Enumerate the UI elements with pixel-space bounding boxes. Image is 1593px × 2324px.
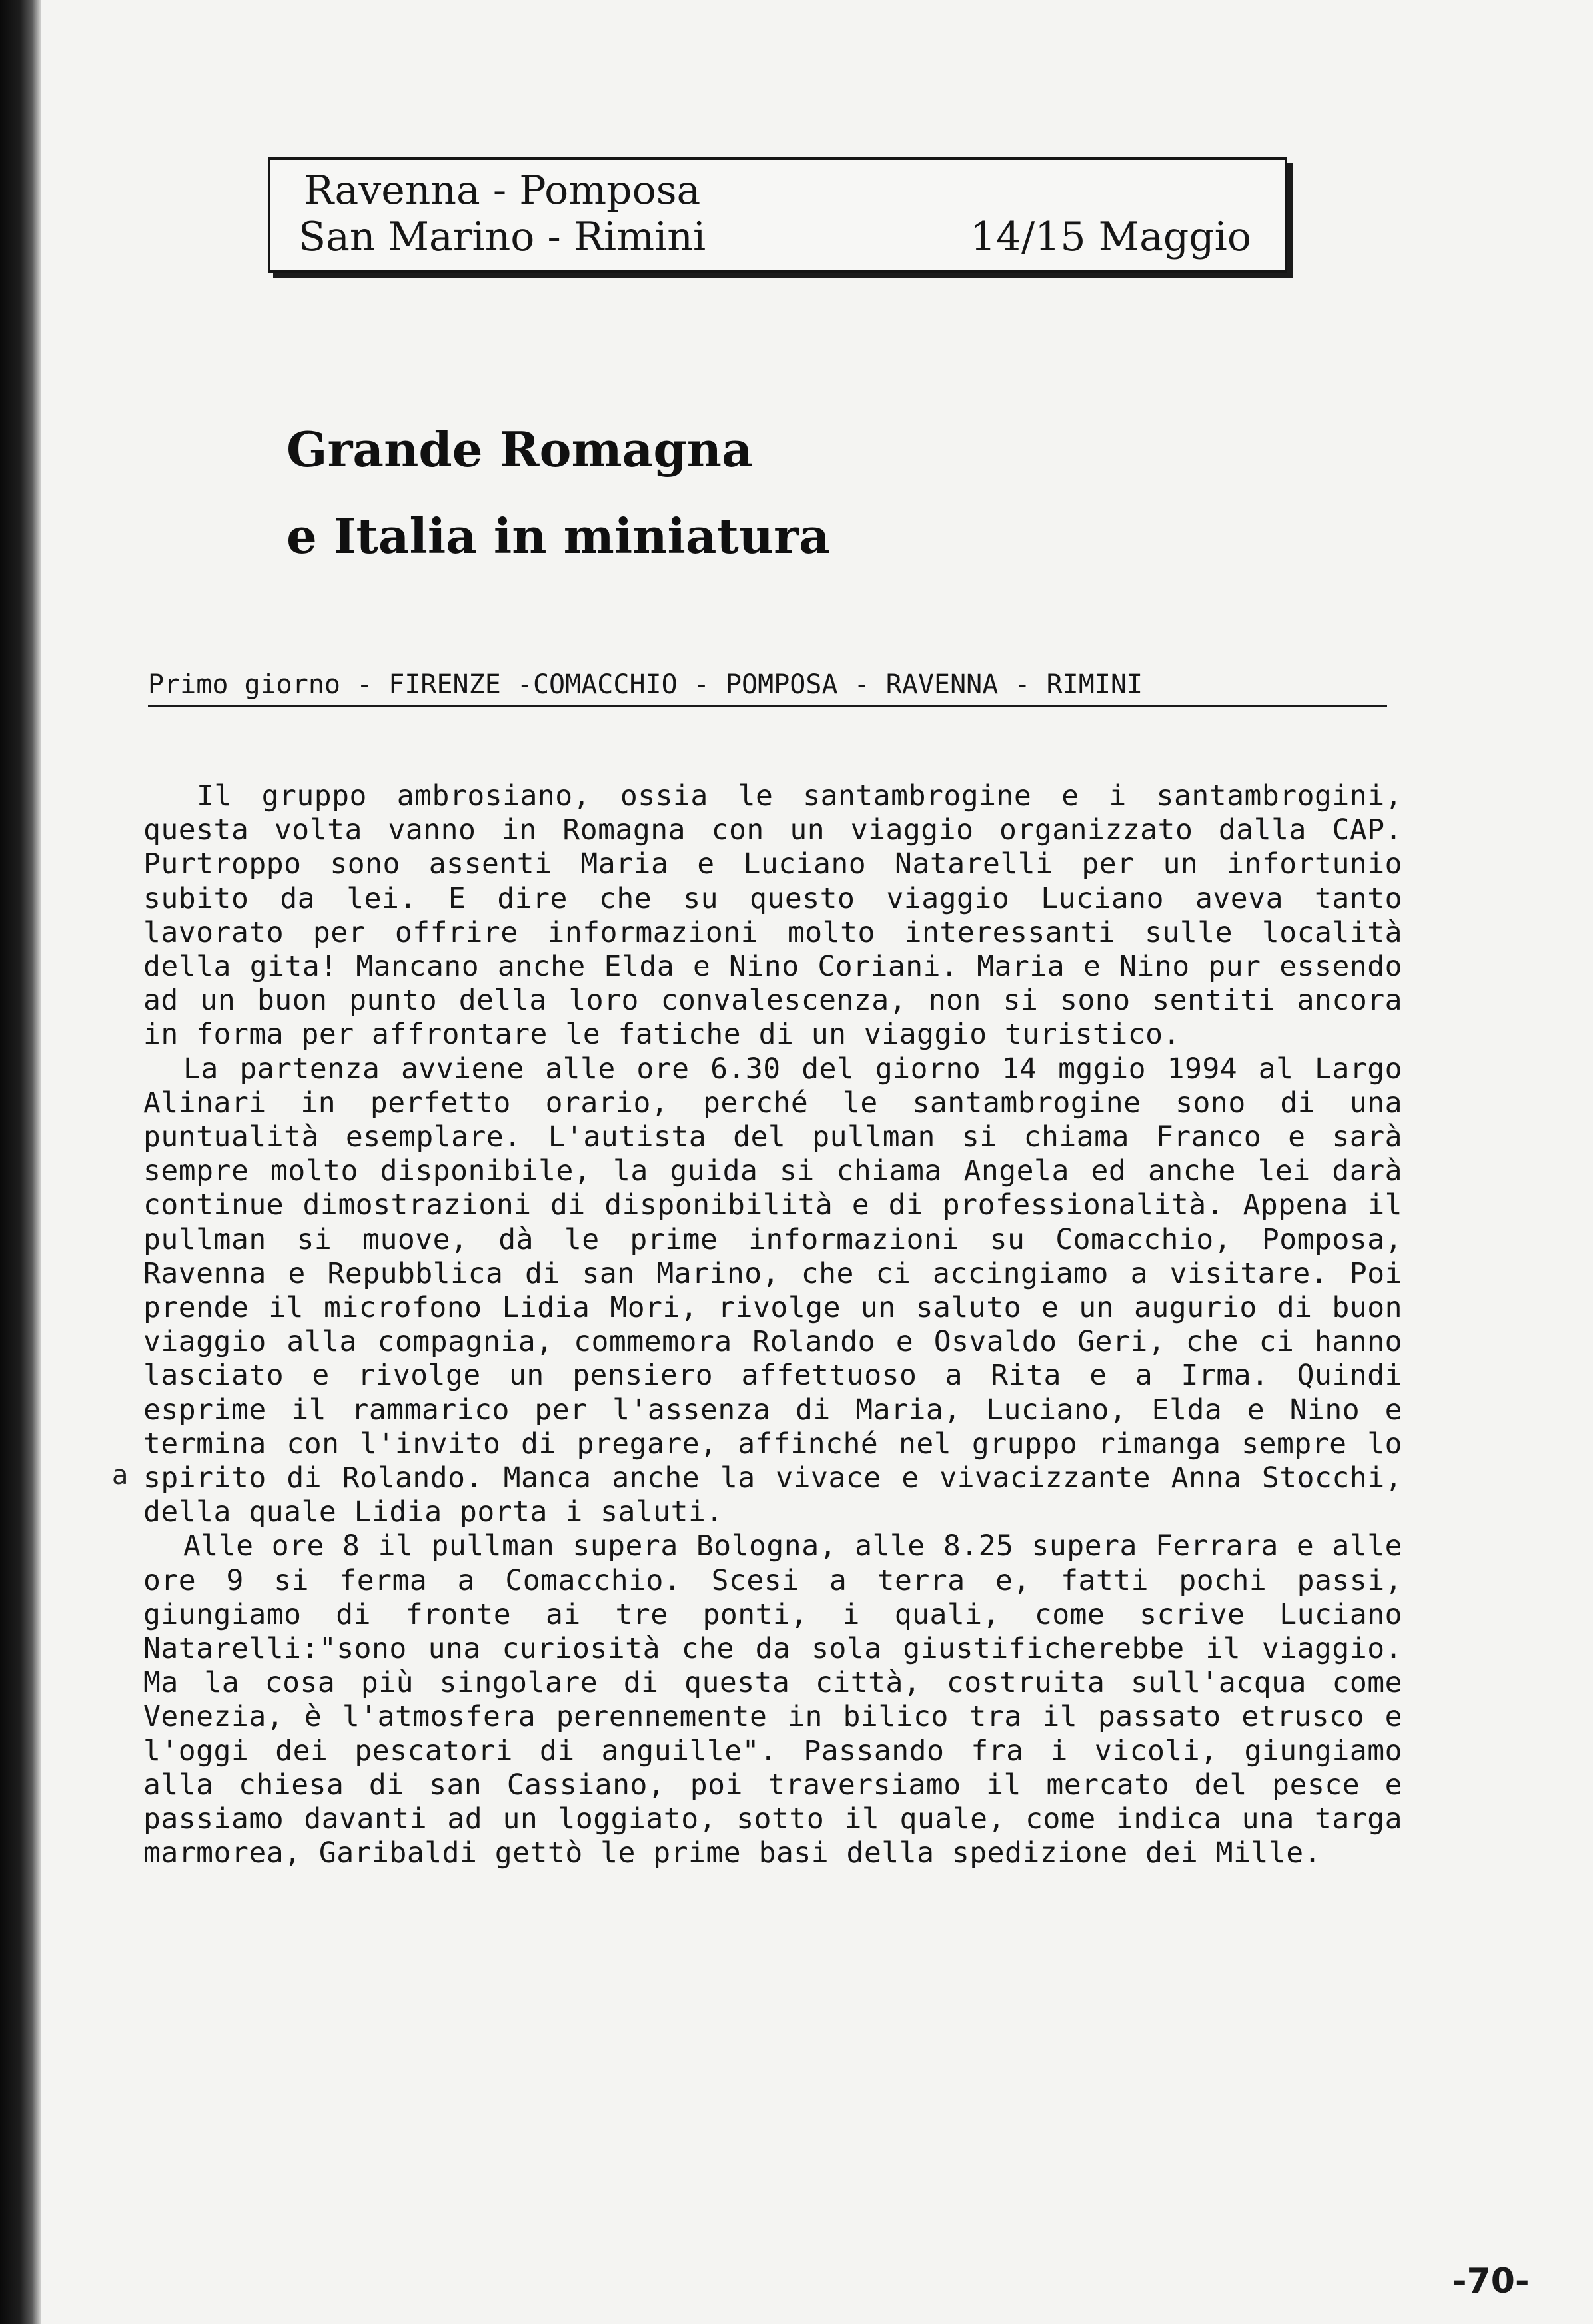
page-number: -70-: [1452, 2261, 1530, 2301]
article-title-line2: e Italia in miniatura: [286, 508, 830, 564]
article-title-line1: Grande Romagna: [286, 421, 753, 478]
article-body: [143, 779, 1402, 1871]
header-date: 14/15 Maggio: [970, 214, 1251, 260]
trip-header-box: [268, 157, 1287, 273]
paragraph-2: La partenza avviene alle ore 6.30 del giorno 14 mggio 1994 al Largo Alinari in perfetto orario, perché le santambrogine sono di una puntualità esemplare. L'autista del pullman si chiama Franco e sarà sempre molto disponibile, la guida si chiama Angela ed anche lei darà continue dimostrazioni di disponibilità e di professionalità. Appena il pullman si muove, dà le prime informazioni su Comacchio, Pomposa, Ravenna e Repubblica di san Marino, che ci accingiamo a visitare. Poi prende il microfono Lidia Mori, rivolge un saluto e un augurio di buon viaggio alla compagnia, commemora Rolando e Osvaldo Geri, che ci hanno lasciato e rivolge un pensiero affettuoso a Rita e a Irma. Quindi esprime il rammarico per l'assenza di Maria, Luciano, Elda e Nino e termina con l'invito di pregare, affinché nel gruppo rimanga sempre lo spirito di Rolando. Manca anche la vivace e vivacizzante Anna Stocchi, della quale Lidia porta i saluti.: [143, 1052, 1402, 1529]
handwritten-margin-note: a: [112, 1460, 129, 1491]
header-route-line1: Ravenna - Pomposa: [304, 167, 701, 214]
day-subheading: Primo giorno - FIRENZE -COMACCHIO - POMPOSA - RAVENNA - RIMINI: [148, 666, 1387, 707]
header-route-line2: San Marino - Rimini: [298, 214, 706, 260]
scanned-page-edge: [0, 0, 41, 2324]
paragraph-3: Alle ore 8 il pullman supera Bologna, alle 8.25 supera Ferrara e alle ore 9 si ferma a Comacchio. Scesi a terra e, fatti pochi passi, giungiamo di fronte ai tre ponti, i quali, come scrive Luciano Natarelli:"sono una curiosità che da sola giustificherebbe il viaggio. Ma la cosa più singolare di questa città, costruita sull'acqua come Venezia, è l'atmosfera perennemente in bilico tra il passato etrusco e l'oggi dei pescatori di anguille". Passando fra i vicoli, giungiamo alla chiesa di san Cassiano, poi traversiamo il mercato del pesce e passiamo davanti ad un loggiato, sotto il quale, come indica una targa marmorea, Garibaldi gettò le prime basi della spedizione dei Mille.: [143, 1529, 1402, 1870]
paragraph-1: Il gruppo ambrosiano, ossia le santambrogine e i santambrogini, questa volta vanno in Romagna con un viaggio organizzato dalla CAP. Purtroppo sono assenti Maria e Luciano Natarelli per un infortunio subito da lei. E dire che su questo viaggio Luciano aveva tanto lavorato per offrire informazioni molto interessanti sulle località della gita! Mancano anche Elda e Nino Coriani. Maria e Nino pur essendo ad un buon punto della loro convalescenza, non si sono sentiti ancora in forma per affrontare le fatiche di un viaggio turistico.: [143, 779, 1402, 1052]
